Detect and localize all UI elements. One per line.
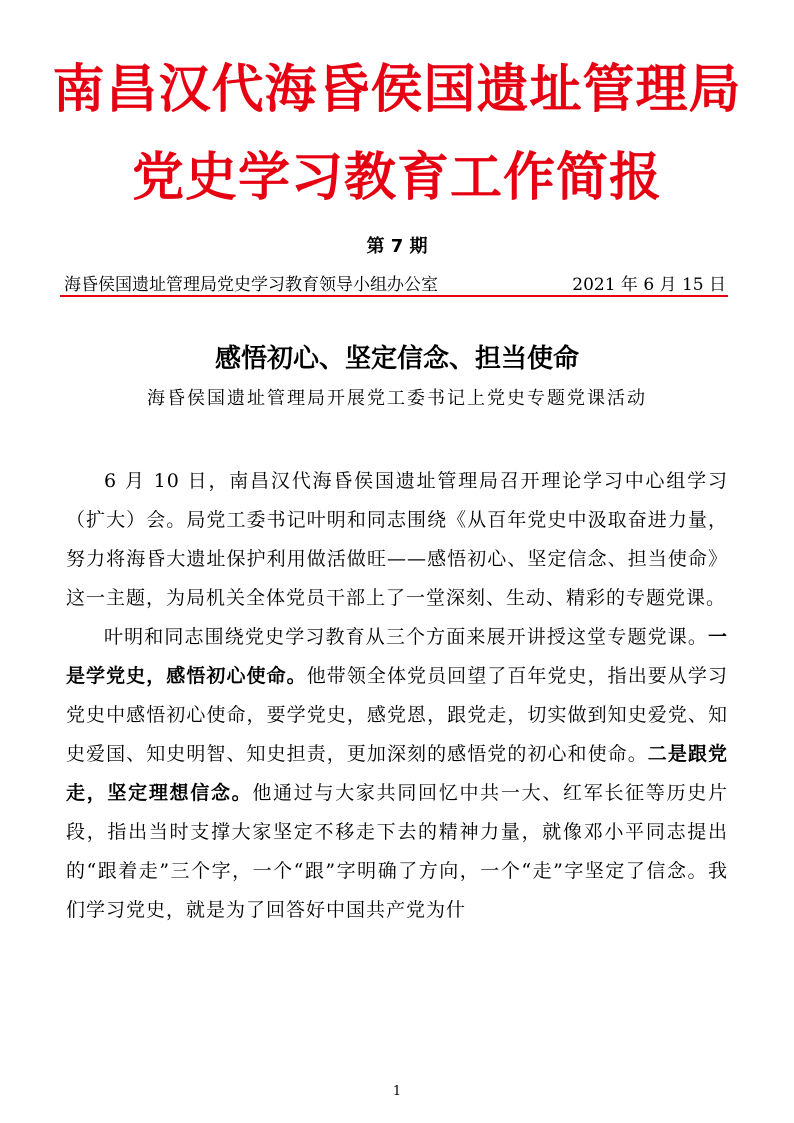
issue-date: 2021 年 6 月 15 日 bbox=[572, 275, 726, 295]
point-one-text: 他带领全体党员回望了百年党史，指出要从学习党史中感悟初心使命，要学党史，感党恩，跟党走，切实做到知史爱党、知史爱国、知史明智、知史担责，更加深刻的感悟党的初心和使命。 bbox=[66, 665, 728, 765]
paragraph-2-intro: 叶明和同志围绕党史学习教育从三个方面来展开讲授这堂专题党课。 bbox=[104, 626, 708, 648]
article-body bbox=[66, 462, 728, 930]
article-title: 感悟初心、坚定信念、担当使命 bbox=[214, 344, 579, 374]
paragraph-1: 6 月 10 日，南昌汉代海昏侯国遗址管理局召开理论学习中心组学习（扩大）会。局党工委书记叶明和同志围绕《从百年党史中汲取奋进力量，努力将海昏大遗址保护利用做活做旺——感悟初心、坚定信念、担当使命》这一主题，为局机关全体党员干部上了一堂深刻、生动、精彩的专题党课。 bbox=[66, 470, 728, 609]
masthead-title-line1: 南昌汉代海昏侯国遗址管理局 bbox=[52, 60, 742, 120]
point-two-heading: 二是跟党走，坚定理想信念。 bbox=[66, 743, 728, 804]
issuer-date-line bbox=[64, 270, 726, 295]
issuing-office: 海昏侯国遗址管理局党史学习教育领导小组办公室 bbox=[64, 275, 438, 295]
issue-number: 第 7 期 bbox=[366, 236, 428, 257]
red-divider-rule bbox=[60, 295, 728, 297]
point-one-heading: 一是学党史，感悟初心使命。 bbox=[66, 626, 728, 687]
masthead-title-line2: 党史学习教育工作简报 bbox=[131, 148, 662, 208]
article-subtitle: 海昏侯国遗址管理局开展党工委书记上党史专题党课活动 bbox=[147, 388, 647, 409]
point-two-text: 他通过与大家共同回忆中共一大、红军长征等历史片段，指出当时支撑大家坚定不移走下去的精神力量，就像邓小平同志提出的“跟着走”三个字，一个“跟”字明确了方向，一个“走”字坚定了信念。我们学习党史，就是为了回答好中国共产党为什 bbox=[66, 782, 728, 921]
page-number: 1 bbox=[392, 1084, 402, 1099]
paragraph-2 bbox=[66, 618, 728, 930]
